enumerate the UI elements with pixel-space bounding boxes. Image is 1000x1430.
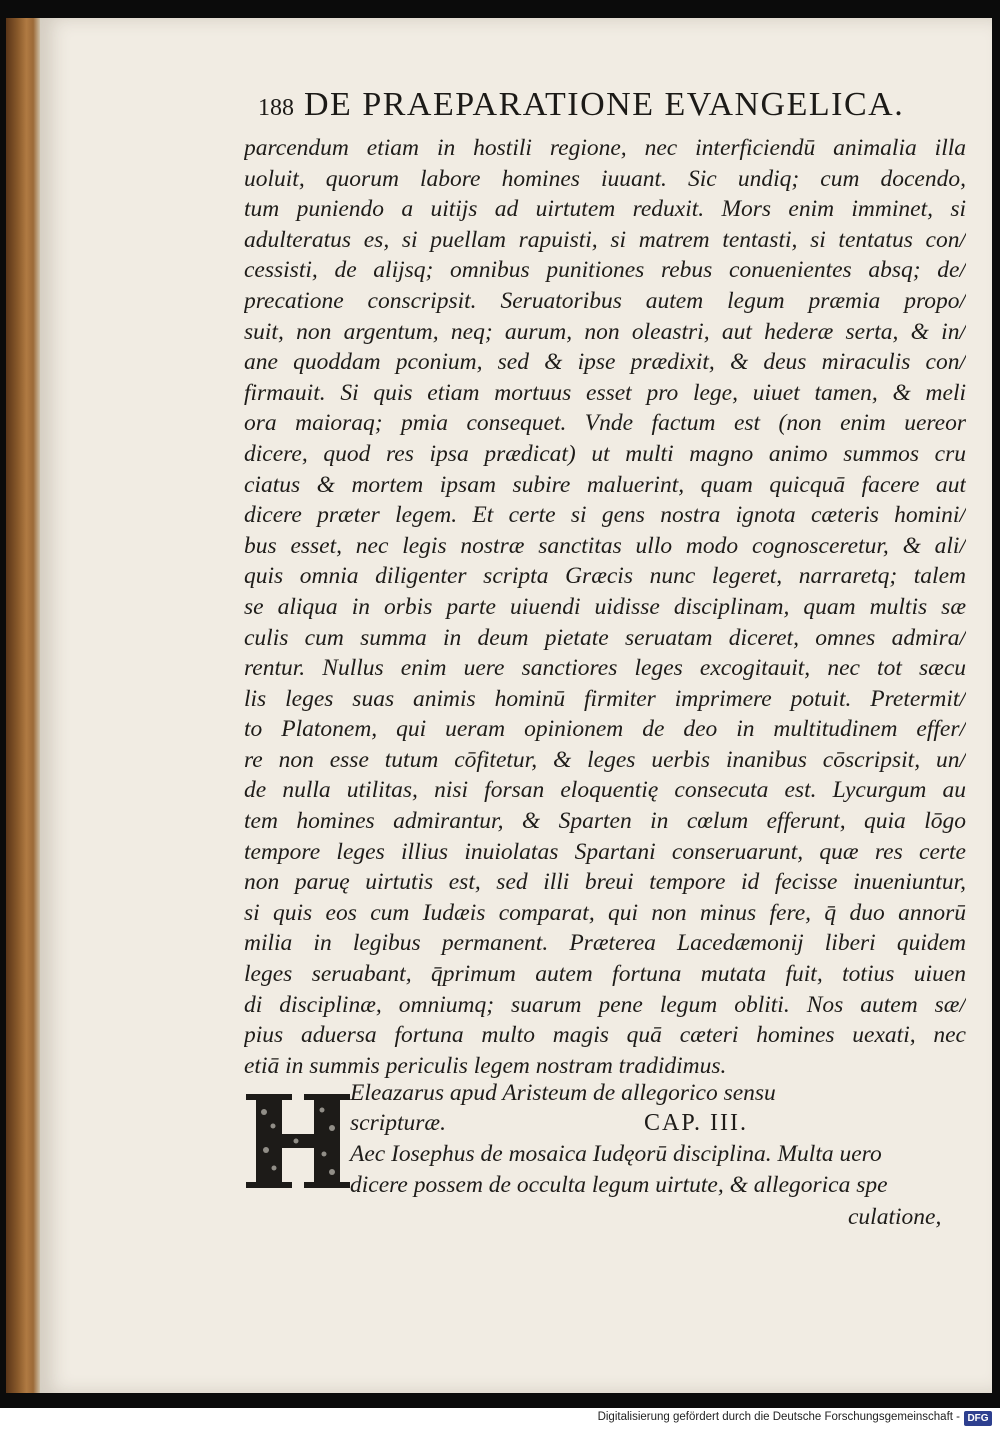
- text-line: tum puniendo a uitijs ad uirtutem reduxit. Mors enim imminet, si: [244, 196, 966, 223]
- text-line: re non esse tutum cōfitetur, & leges uerbis inanibus cōscripsit, un/: [244, 746, 966, 773]
- text-line: firmauit. Si quis etiam mortuus esset pro lege, uiuet tamen, & meli: [244, 379, 966, 406]
- page-number: 188: [258, 95, 294, 121]
- text-line: tempore leges illius inuiolatas Spartani conseruarunt, quæ res certe: [244, 838, 966, 865]
- catchword: culatione,: [848, 1204, 942, 1230]
- initial-h-graphic: [244, 1088, 350, 1192]
- text-line: etiā in summis periculis legem nostram tradidimus.: [244, 1052, 727, 1079]
- text-line: dicere præter legem. Et certe si gens nostra ignota cæteris homini/: [244, 502, 966, 529]
- text-line: parcendum etiam in hostili regione, nec interficiendū animalia illa: [244, 135, 966, 161]
- text-line: tem homines admirantur, & Sparten in cœlum efferunt, quia lōgo: [244, 808, 966, 835]
- text-line: to Platonem, qui ueram opinionem de deo in multitudinem effer/: [244, 716, 966, 743]
- text-line: se aliqua in orbis parte uiuendi uidisse disciplinam, quam multis sæ: [244, 593, 966, 620]
- text-line: quis omnia diligenter scripta Græcis nunc legeret, narraretq; talem: [244, 563, 966, 590]
- decorated-initial-h: [244, 1088, 350, 1192]
- body-text: [244, 133, 966, 1081]
- chapter-number: CAP. III.: [644, 1110, 749, 1136]
- text-line: si quis eos cum Iudæis comparat, qui non minus fere, q̄ duo annorū: [244, 899, 966, 926]
- text-line: de nulla utilitas, nisi forsan eloquentię consecuta est. Lycurgum au: [244, 777, 966, 804]
- chapter-text-line: Aec Iosephus de mosaica Iudęorū disciplina. Multa uero: [350, 1141, 882, 1167]
- chapter-text-line: dicere possem de occulta legum uirtute, & allegorica spe: [350, 1172, 888, 1198]
- text-line: ciatus & mortem ipsam subire maluerint, quam quicquā facere aut: [244, 471, 966, 498]
- text-line: ane quoddam pconium, sed & ipse prædixit, & deus miraculis con/: [244, 349, 966, 376]
- text-line: pius aduersa fortuna multo magis quā cæteri homines uexati, nec: [244, 1022, 966, 1049]
- text-line: adulteratus es, si puellam rapuisti, si matrem tentasti, si tentatus con/: [244, 226, 966, 253]
- funding-credit: Digitalisierung gefördert durch die Deutsche Forschungsgemeinschaft -: [597, 1411, 960, 1423]
- book-fore-edge: [6, 18, 40, 1393]
- chapter-three: [244, 1080, 966, 1260]
- text-line: dicere, quod res ipsa prædicat) ut multi magno animo summos cru: [244, 440, 966, 467]
- text-line: bus esset, nec legis nostræ sanctitas ullo modo cognosceretur, & ali/: [244, 532, 966, 559]
- text-line: suit, non argentum, neq; aurum, non oleastri, aut hederæ serta, & in/: [244, 318, 966, 345]
- text-line: cessisti, de alijsq; omnibus punitiones rebus conuenientes absq; de/: [244, 257, 966, 284]
- running-title: DE PRAEPARATIONE EVANGELICA.: [304, 86, 905, 123]
- text-line: ora maioraq; pmia consequet. Vnde factum est (non enim uereor: [244, 410, 966, 437]
- text-line: leges seruabant, q̄primum autem fortuna mutata fuit, totius uiuen: [244, 961, 966, 988]
- chapter-heading: Eleazarus apud Aristeum de allegorico sensu: [350, 1080, 776, 1106]
- running-head: [258, 86, 978, 124]
- text-line: lis leges suas animis hominū firmiter imprimere potuit. Pretermit/: [244, 685, 966, 712]
- text-line: non paruę uirtutis est, sed illi breui tempore id fecisse inueniuntur,: [244, 869, 966, 896]
- text-line: rentur. Nullus enim uere sanctiores leges excogitauit, nec tot sæcu: [244, 655, 966, 682]
- digitization-footer: [0, 1408, 1000, 1430]
- dfg-logo: DFG: [964, 1411, 992, 1426]
- chapter-heading-continued: scripturæ.: [350, 1110, 446, 1136]
- text-line: uoluit, quorum labore homines iuuant. Sic undiq; cum docendo,: [244, 165, 966, 192]
- text-line: culis cum summa in deum pietate seruatam diceret, omnes admira/: [244, 624, 966, 651]
- text-line: precatione conscripsit. Seruatoribus autem legum præmia propo/: [244, 287, 966, 314]
- text-line: milia in legibus permanent. Præterea Lacedæmonij liberi quidem: [244, 930, 966, 957]
- text-line: di disciplinæ, omniumq; suarum pene legum obliti. Nos autem sæ/: [244, 991, 966, 1018]
